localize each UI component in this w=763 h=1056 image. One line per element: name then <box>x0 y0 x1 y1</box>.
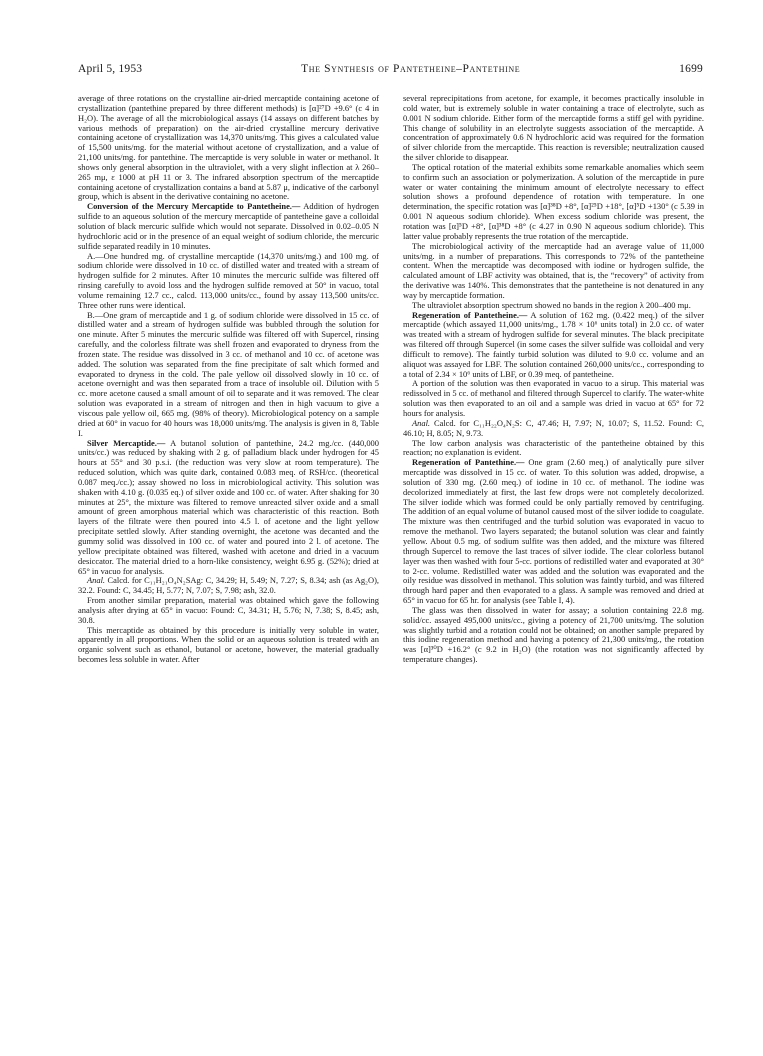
header-title: The Synthesis of Pantetheine–Pantethine <box>301 63 521 75</box>
right-paragraph-4: The ultraviolet absorption spectrum showed no bands in the region λ 200–400 mμ. <box>412 299 691 310</box>
conversion-text: Addition of hydrogen sulfide to an aqueous solution of the mercury mercaptide of pantetheine gave a colloidal solution of black mercuric sulfide which would not separate. Dissolved in 0.02–0.05 N hydrochloric acid or in the presence of an equal weight of sodium chloride, the mercuric sulfide separated readily in 10 minutes. <box>78 201 379 251</box>
section-heading-regeneration-pantetheine: Regeneration of Pantetheine.— <box>412 309 528 320</box>
regeneration-pantethine-text: One gram (2.60 meq.) of analytically pure silver mercaptide was dissolved in 15 cc. of water. To this solution was added, dropwise, a solution of 330 mg. (2.60 meq.) of iodine in 10 cc. of methanol. The iodine was decolorized immediately at first, the last few drops were not completely decolorized. The silver iodide which was formed could be only partially removed by centrifuging. The addition of an equal volume of butanol caused most of the silver iodide to coagulate. The mixture was then centrifuged and the turbid solution was evaporated in vacuo to remove the methanol. Two layers separated; the butanol solution was clear and faintly yellow. About 0.5 mg. of sodium sulfite was then added, and the mixture was filtered through Supercel to remove the last traces of silver iodide. The clear colorless butanol layer was then washed with four 5-cc. portions of redistilled water and evaporated at 30° to 2-cc. volume. Redistilled water was added and the solution was evaporated and the oily residue was dissolved in methanol. This solution was faintly turbid, and was filtered through hard paper and then evaporated to a glass. A sample was removed and dried at 65° in vacuo for 65 hr. for analysis (see Table I, 4). <box>403 457 704 606</box>
left-paragraph-4: B.—One gram of mercaptide and 1 g. of sodium chloride were dissolved in 15 cc. of distilled water and a stream of hydrogen sulfide was bubbled through the solution for one minute. After 5 minutes the mercuric sulfide was filtered off with Supercel, rinsing carefully, and the colorless filtrate was shell frozen and evaporated to dryness from the frozen state. The residue was dissolved in 3 cc. of methanol and 10 cc. of acetone was added. The solution was separated from the fine precipitate of salt which formed and evaporated to dryness in the cold. The pale yellow oil dissolved slowly in 10 cc. of acetone overnight and was then separated from a trace of insoluble oil. Dilution with 5 cc. more acetone caused a small amount of oil to separate and it was removed. The clear solution was evaporated in a stream of nitrogen and then in high vacuum to give a viscous pale yellow oil, 665 mg. (98% of theory). Microbiological potency on a sample dried at 60° in vacuo for 40 hours was 18,000 units/mg. The analysis is given in 8, Table I. <box>78 309 379 438</box>
analysis-label-2: Anal. <box>412 417 431 428</box>
left-paragraph-5 <box>78 439 379 577</box>
right-paragraph-2: The optical rotation of the material exhibits some remarkable anomalies which seem to confirm such an association or polymerization. A solution of the mercaptide in pure water or water containing the minimum amount of electrolyte necessary to effect solution shows a profound dependence of rotation with temperature. In one determination, the specific rotation was [α]³⁸D +8°, [α]²⁵D +18°, [α]⁵D +130° (c 5.39 in 0.001 N aqueous sodium chloride). When excess sodium chloride was present, the rotation was [α]⁵D +8°, [α]³⁸D +8° (c 4.27 in 0.90 N aqueous sodium chloride). This latter value probably represents the true rotation of the mercaptide. <box>403 161 704 241</box>
analysis-text-2: Calcd. for C₁₁H₂₂O₄N₂S: C, 47.46; H, 7.97; N, 10.07; S, 11.52. Found: C, 46.10; H, 8.05; N, 9.73. <box>403 417 704 438</box>
silver-mercaptide-text: A butanol solution of pantethine, 24.2 mg./cc. (440,000 units/cc.) was reduced by shaking with 2 g. of palladium black under hydrogen for 45 hours at 55° and 30 p.s.i. (the reduction was very slow at room temperature). The reduced solution, which was quite dark, contained 0.083 meq. of RSH/cc. (theoretical 0.087 meq./cc.); assay showed no loss in microbiological activity. This solution was shaken with 4.10 g. (0.035 eq.) of silver oxide and 100 cc. of water. After shaking for 30 minutes at 25°, the mixture was filtered to remove unreacted silver oxide and a small amount of green amorphous material which was characteristic of this reaction. Both layers of the filtrate were then poured into 4.5 l. of acetone and the light yellow precipitate settled slowly. After standing overnight, the acetone was decanted and the gummy solid was dissolved in 100 cc. of water and poured into 2 l. of acetone. The yellow precipitate obtained was filtered, washed with acetone and dried in a vacuum desiccator. The material dried to a horn-like consistency, weight 6.95 g. (52%); dried at 65° in vacuo for analysis. <box>78 437 379 576</box>
right-paragraph-10: The glass was then dissolved in water for assay; a solution containing 22.8 mg. solid/cc. assayed 495,000 units/cc., giving a potency of 21,700 units/mg. The solution was slightly turbid and a rotation could not be obtained; on another sample prepared by this iodine regeneration method and having a potency of 21,300 units/mg., the rotation was [α]³⁰D +16.2° (c 9.2 in H₂O) (the rotation was not significantly affected by temperature changes). <box>403 604 704 665</box>
right-paragraph-3: The microbiological activity of the mercaptide had an average value of 11,000 units/mg. in a number of preparations. This corresponds to 72% of the pantetheine content. When the mercaptide was decomposed with iodine or hydrogen sulfide, the calculated amount of LBF activity was obtained, that is, the “recovery” of activity from the derivative was 140%. This demonstrates that the pantetheine is not denatured in any way by mercaptide formation. <box>403 240 704 300</box>
regeneration-pantetheine-text: A solution of 162 mg. (0.422 meq.) of the silver mercaptide (which assayed 11,000 units/mg., 1.78 × 10⁶ units total) in 2.0 cc. of water was treated with a stream of hydrogen sulfide for several minutes. The black precipitate was filtered off through Supercel (in some cases the silver sulfide was colloidal and very difficult to remove). The faintly turbid solution was diluted to 9.0 cc. volume and an aliquot was assayed for LBF. The solution contained 260,000 units/cc., corresponding to a total of 2.34 × 10⁶ units of LBF, or 0.39 meq. of pantetheine. <box>403 309 704 379</box>
left-analysis <box>78 576 379 596</box>
left-paragraph-3: A.—One hundred mg. of crystalline mercaptide (14,370 units/mg.) and 100 mg. of sodium chloride were dissolved in 10 cc. of distilled water and treated with a stream of hydrogen sulfide for 2 minutes. After 10 minutes the mercuric sulfide was filtered off rinsing carefully to avoid loss and the hydrogen sulfide removed at 50° in vacuo, total volume remaining 12.7 cc., calcd. 113,000 units/cc., found by assay 113,500 units/cc. Three other runs were identical. <box>78 250 379 310</box>
right-paragraph-8: The low carbon analysis was characteristic of the pantetheine obtained by this reaction; no explanation is evident. <box>403 437 704 458</box>
section-heading-regeneration-pantethine: Regeneration of Pantethine.— <box>412 457 525 468</box>
left-paragraph-2 <box>78 202 379 251</box>
right-paragraph-6: A portion of the solution was then evaporated in vacuo to a sirup. This material was redissolved in 5 cc. of methanol and filtered through Supercel to clarify. The water-white solution was then evaporated to an oil and a sample was dried in vacuo at 65° for 72 hours for analysis. <box>403 378 704 418</box>
analysis-label: Anal. <box>87 575 106 586</box>
header-date: April 5, 1953 <box>78 63 143 75</box>
right-paragraph-5 <box>403 311 704 380</box>
section-heading-conversion: Conversion of the Mercury Mercaptide to Pantetheine.— <box>87 201 301 212</box>
right-paragraph-1: several reprecipitations from acetone, for example, it becomes practically insoluble in cold water, but is extremely soluble in water containing a trace of electrolyte, such as 0.001 N sodium chloride. Either form of the mercaptide forms a stiff gel with pyridine. This change of solubility in an electrolyte suggests association of the mercaptide. A concentration of approximately 0.6 N hydrochloric acid was required for the formation of silver chloride from the mercaptide. This reaction is reversible; neutralization caused the silver chloride to disappear. <box>403 94 704 163</box>
analysis-text: Calcd. for C₁₁H₂₁O₄N₂SAg: C, 34.29; H, 5.49; N, 7.27; S, 8.34; ash (as Ag₂O), 32.2. Found: C, 34.45; H, 5.77; N, 7.07; S, 7.98; ash, 32.0. <box>78 575 379 596</box>
body-columns <box>78 94 704 1039</box>
right-paragraph-9 <box>403 458 704 606</box>
running-head <box>78 63 703 75</box>
left-paragraph-7: From another similar preparation, material was obtained which gave the following analysis after drying at 65° in vacuo: Found: C, 34.31; H, 5.76; N, 7.38; S, 8.45; ash, 30.8. <box>78 595 379 625</box>
right-analysis <box>403 419 704 439</box>
header-page-number: 1699 <box>679 63 703 75</box>
section-heading-silver-mercaptide: Silver Mercaptide.— <box>87 437 166 448</box>
left-paragraph-1: average of three rotations on the crystalline air-dried mercaptide containing acetone of crystallization (pantethine prepared by three different methods) is [α]²⁷D +9.6° (c 4 in H₂O). The average of all the microbiological assays (14 assays on different batches by various methods of preparation) on the air-dried crystalline mercury derivative containing acetone of crystallization was 14,370 units/mg. This gives a calculated value of 15,500 units/mg. for the material without acetone of crystallization, and a value of 21,100 units/mg. for pantethine. The mercaptide is very soluble in water or methanol. It shows only general absorption in the ultraviolet, with a very slight inflection at λ 260–265 mμ, ε 1000 at pH 11 or 3. The infrared absorption spectrum of the mercaptide containing acetone of crystallization contains a band at 5.87 μ, indicative of the carbonyl group, which is absent in the derivative containing no acetone. <box>78 94 379 202</box>
left-paragraph-8: This mercaptide as obtained by this procedure is initially very soluble in water, apparently in all proportions. When the solid or an aqueous solution is treated with an organic solvent such as ethanol, butanol or acetone, however, the material gradually becomes less soluble in water. After <box>78 624 379 665</box>
right-column <box>403 94 704 1039</box>
left-column <box>78 94 379 1039</box>
